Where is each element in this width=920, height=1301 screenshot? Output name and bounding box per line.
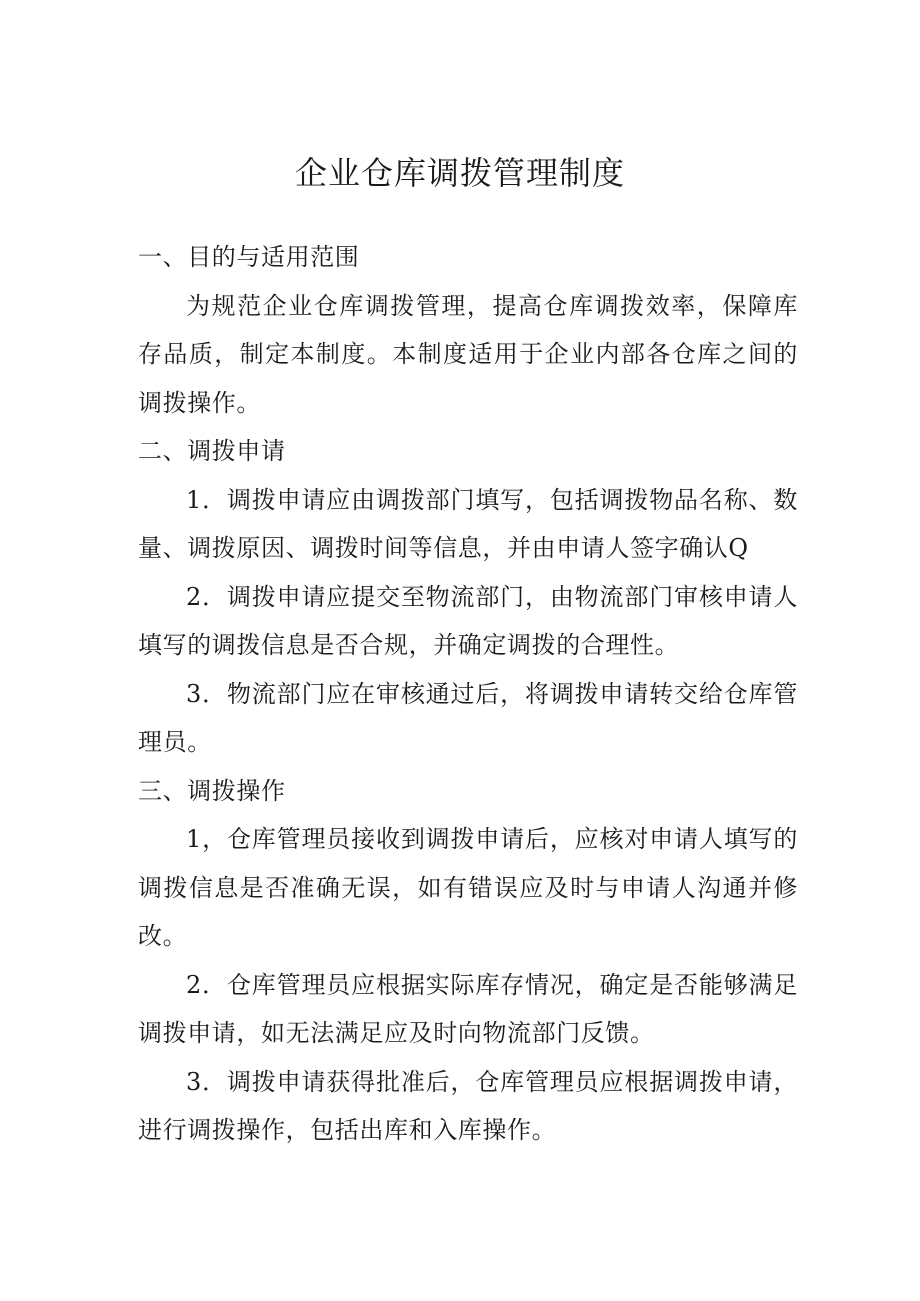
section-1-paragraph-1: 为规范企业仓库调拨管理，提高仓库调拨效率，保障库存品质，制定本制度。本制度适用于企业内部各仓库之间的调拨操作。 — [138, 291, 798, 417]
section-heading-2: 二、调拨申请 — [138, 437, 286, 465]
section-3-paragraph-1: 1，仓库管理员接收到调拨申请后，应核对申请人填写的调拨信息是否准确无误，如有错误应及时与申请人沟通并修改。 — [138, 825, 798, 950]
document-body — [138, 233, 798, 1155]
section-heading-1: 一、目的与适用范围 — [138, 243, 360, 271]
section-heading-3: 三、调拨操作 — [138, 776, 286, 805]
section-2-paragraph-3: 3．物流部门应在审核通过后，将调拨申请转交给仓库管理员。 — [138, 679, 798, 756]
section-2-paragraph-1: 1．调拨申请应由调拨部门填写，包括调拨物品名称、数量、调拨原因、调拨时间等信息，并由申请人签字确认Q — [138, 485, 798, 562]
section-2-paragraph-2: 2．调拨申请应提交至物流部门，由物流部门审核申请人填写的调拨信息是否合规，并确定调拨的合理性。 — [138, 582, 798, 659]
section-3-paragraph-2: 2．仓库管理员应根据实际库存情况，确定是否能够满足调拨申请，如无法满足应及时向物流部门反馈。 — [138, 970, 798, 1047]
document-title: 企业仓库调拨管理制度 — [294, 154, 625, 193]
section-3-paragraph-3: 3．调拨申请获得批准后，仓库管理员应根据调拨申请，进行调拨操作，包括出库和入库操作。 — [138, 1067, 798, 1144]
